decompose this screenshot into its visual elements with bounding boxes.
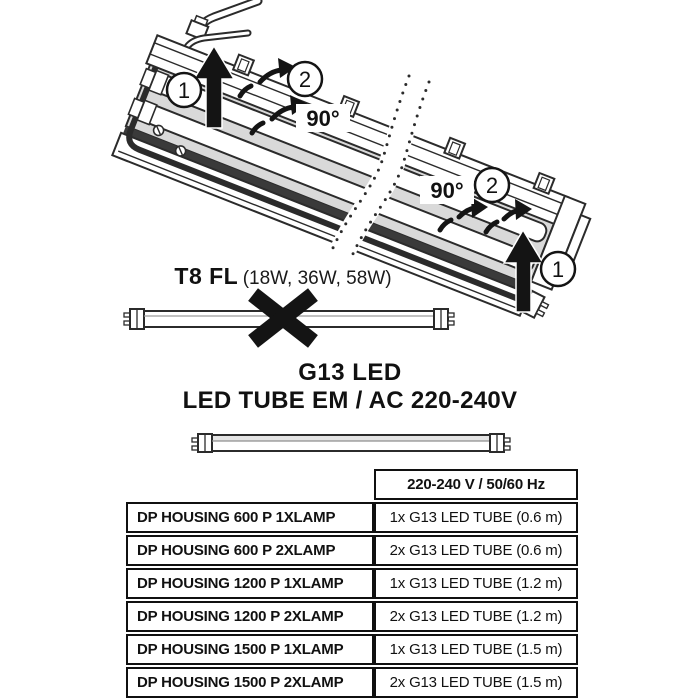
t8-tube-crossed: [90, 288, 480, 352]
svg-text:90°: 90°: [306, 106, 340, 131]
model-cell: DP HOUSING 1500 P 2XLAMP: [126, 667, 374, 698]
t8-title: T8 FL: [174, 263, 239, 289]
angle-label-right: [420, 176, 474, 204]
table-row: [126, 634, 578, 665]
svg-text:1: 1: [551, 257, 565, 282]
table-row: [126, 535, 578, 566]
lamps-cell: 1x G13 LED TUBE (1.2 m): [374, 568, 578, 599]
lamps-cell: 2x G13 LED TUBE (0.6 m): [374, 535, 578, 566]
step1-badge-left: [167, 73, 201, 107]
table-row: [126, 568, 578, 599]
t8-wattage: (18W, 36W, 58W): [242, 268, 392, 289]
table-header-row: [126, 469, 578, 500]
step2-badge-left: [288, 62, 322, 96]
svg-text:1: 1: [177, 78, 191, 103]
table-row: [126, 502, 578, 533]
header-spacer: [126, 469, 374, 500]
lamps-cell: 2x G13 LED TUBE (1.2 m): [374, 601, 578, 632]
spec-table: [126, 469, 578, 700]
led-title: G13 LED: [298, 359, 402, 386]
lamps-cell: 1x G13 LED TUBE (0.6 m): [374, 502, 578, 533]
model-cell: DP HOUSING 1500 P 1XLAMP: [126, 634, 374, 665]
svg-text:2: 2: [485, 173, 499, 198]
t8-heading: [0, 263, 566, 290]
model-cell: DP HOUSING 600 P 2XLAMP: [126, 535, 374, 566]
led-subtitle: LED TUBE EM / AC 220-240V: [182, 387, 518, 414]
voltage-header: 220-240 V / 50/60 Hz: [374, 469, 578, 500]
svg-text:2: 2: [298, 67, 312, 92]
model-cell: DP HOUSING 1200 P 1XLAMP: [126, 568, 374, 599]
table-row: [126, 667, 578, 698]
lamps-cell: 1x G13 LED TUBE (1.5 m): [374, 634, 578, 665]
model-cell: DP HOUSING 1200 P 2XLAMP: [126, 601, 374, 632]
table-row: [126, 601, 578, 632]
angle-label-left: [296, 104, 350, 132]
model-cell: DP HOUSING 600 P 1XLAMP: [126, 502, 374, 533]
svg-text:90°: 90°: [430, 178, 464, 203]
lamps-cell: 2x G13 LED TUBE (1.5 m): [374, 667, 578, 698]
step2-badge-right: [475, 168, 509, 202]
led-heading: [0, 359, 700, 415]
led-tube-image: [186, 426, 516, 460]
